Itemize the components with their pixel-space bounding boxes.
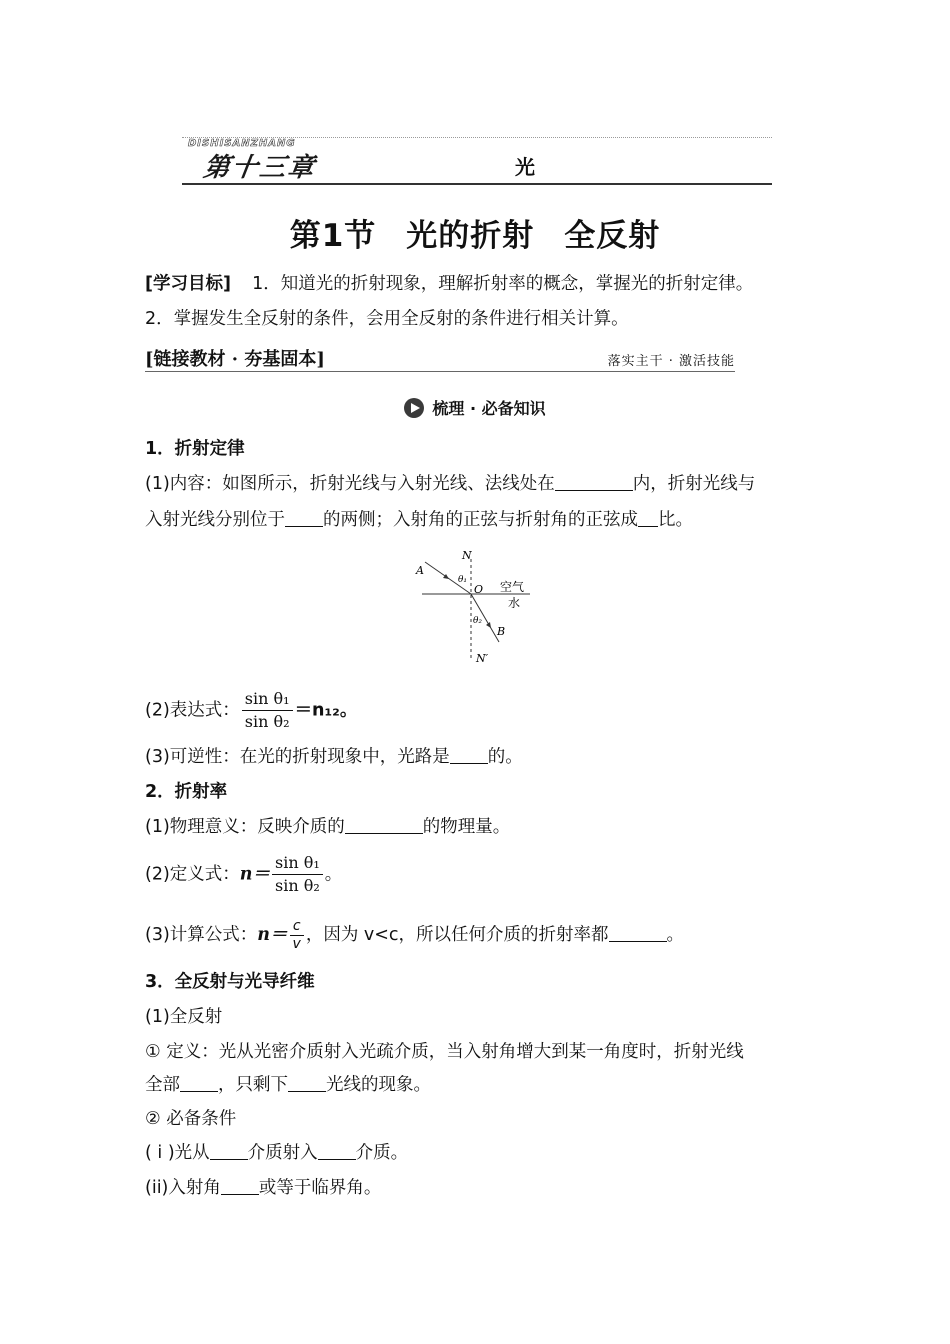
s3-def-b: 全部 — [145, 1075, 180, 1095]
s2-def-label: (2)定义式： — [145, 864, 240, 885]
label-air: 空气 — [500, 580, 525, 594]
s2-calc-mid: ，因为 v<c，所以任何介质的折射率都 — [305, 925, 609, 945]
chapter-label: 第十三章 — [201, 153, 318, 183]
label-O: O — [474, 583, 484, 596]
s1-expr-rhs: ＝n₁₂。 — [294, 700, 358, 721]
blank — [285, 510, 323, 527]
s3-sub1: (1)全反射 — [145, 1007, 223, 1027]
play-icon — [404, 398, 424, 418]
s3-heading: 3．全反射与光导纤维 — [145, 972, 315, 992]
refraction-diagram — [405, 545, 535, 665]
s3-cond-i-a: ( i )光从 — [145, 1143, 210, 1163]
objectives-tag: [学习目标] — [145, 274, 231, 294]
s3-def-line-1: ① 定义：光从光密介质射入光疏介质，当入射角增大到某一角度时，折射光线 — [145, 1042, 744, 1062]
s1-content-line-1 — [145, 472, 755, 496]
section-band — [145, 345, 735, 372]
blank — [638, 510, 658, 527]
knowledge-subhead — [0, 396, 950, 419]
s2-definition — [145, 852, 342, 897]
s2-def-end: 。 — [324, 864, 343, 885]
chapter-pinyin: DISHISANZHANG — [188, 138, 296, 149]
section-title-part1: 光的折射 — [406, 218, 535, 254]
label-B: B — [497, 625, 506, 638]
s1-reversibility — [145, 745, 523, 769]
s1-content-b: 内，折射光线与 — [632, 474, 756, 494]
s1-content-c: 入射光线分别位于 — [145, 510, 285, 530]
blank — [318, 1143, 356, 1160]
label-N-prime: N′ — [476, 652, 489, 665]
blank — [555, 474, 633, 491]
s1-content-line-2 — [145, 508, 693, 532]
s1-rev-a: (3)可逆性：在光的折射现象中，光路是 — [145, 747, 450, 767]
s3-def-line-2 — [145, 1073, 431, 1097]
s2-meaning — [145, 815, 510, 839]
s1-rev-b: 的。 — [487, 747, 523, 767]
label-water: 水 — [508, 596, 521, 610]
blank — [221, 1178, 259, 1195]
s1-content-d: 的两侧；入射角的正弦与折射角的正弦成 — [323, 510, 638, 530]
s1-expr-den: sin θ₂ — [244, 712, 290, 731]
s3-cond-i-b: 介质射入 — [247, 1143, 318, 1163]
objectives-line-1 — [145, 272, 753, 296]
s2-def-den: sin θ₂ — [275, 876, 320, 895]
s2-calc-end: 。 — [666, 925, 685, 945]
objective-1: 1．知道光的折射现象，理解折射率的概念，掌握光的折射定律。 — [252, 274, 754, 294]
s1-expression — [145, 688, 357, 733]
s2-def-fraction — [272, 852, 323, 897]
s1-heading: 1．折射定律 — [145, 439, 245, 459]
s3-cond-ii — [145, 1176, 381, 1200]
s2-calc-label: (3)计算公式： — [145, 925, 258, 945]
s2-heading: 2．折射率 — [145, 782, 228, 802]
s2-calc-fraction — [290, 918, 304, 953]
s2-calc-lhs: n＝ — [257, 925, 288, 945]
s3-cond-i-c: 介质。 — [355, 1143, 409, 1163]
s2-def-num: sin θ₁ — [272, 852, 323, 875]
s3-cond-ii-b: 或等于临界角。 — [258, 1178, 382, 1198]
s1-content-e: 比。 — [658, 510, 693, 530]
s1-expr-fraction — [242, 688, 293, 733]
section-title-part2: 全反射 — [564, 218, 661, 254]
label-A: A — [416, 564, 424, 577]
s3-cond-ii-a: (ii)入射角 — [145, 1178, 221, 1198]
section-number: 第1节 — [289, 218, 377, 254]
s3-cond: ② 必备条件 — [145, 1109, 237, 1129]
section-title — [0, 210, 950, 255]
s3-def-c: ，只剩下 — [218, 1075, 288, 1095]
blank — [288, 1075, 326, 1092]
objective-2: 2．掌握发生全反射的条件，会用全反射的条件进行相关计算。 — [145, 309, 629, 329]
band-left-label: [链接教材 · 夯基固本] — [145, 349, 325, 370]
s2-calc-num: c — [290, 918, 304, 936]
band-right-label: 落实主干 · 激活技能 — [607, 354, 735, 369]
blank — [609, 925, 667, 942]
s1-expr-label: (2)表达式： — [145, 700, 240, 721]
s1-content-a: (1)内容：如图所示，折射光线与入射光线、法线处在 — [145, 474, 555, 494]
label-theta2: θ₂ — [473, 616, 483, 626]
blank — [180, 1075, 218, 1092]
s3-def-d: 光线的现象。 — [326, 1075, 431, 1095]
header-rule — [182, 183, 772, 185]
s2-calc-den: v — [292, 935, 301, 952]
label-theta1: θ₁ — [458, 575, 468, 585]
s3-cond-i — [145, 1141, 408, 1165]
blank — [345, 817, 423, 834]
s1-expr-num: sin θ₁ — [242, 688, 293, 711]
chapter-title: 光 — [515, 155, 535, 179]
s2-meaning-b: 的物理量。 — [422, 817, 511, 837]
s2-def-lhs: n＝ — [239, 864, 271, 885]
subhead-text: 梳理 · 必备知识 — [432, 399, 546, 418]
blank — [210, 1143, 248, 1160]
chapter-header — [182, 133, 772, 188]
label-N: N — [462, 549, 472, 562]
s2-calc — [145, 913, 684, 957]
s2-meaning-a: (1)物理意义：反映介质的 — [145, 817, 345, 837]
refracted-arrow — [486, 622, 491, 628]
blank — [450, 747, 488, 764]
